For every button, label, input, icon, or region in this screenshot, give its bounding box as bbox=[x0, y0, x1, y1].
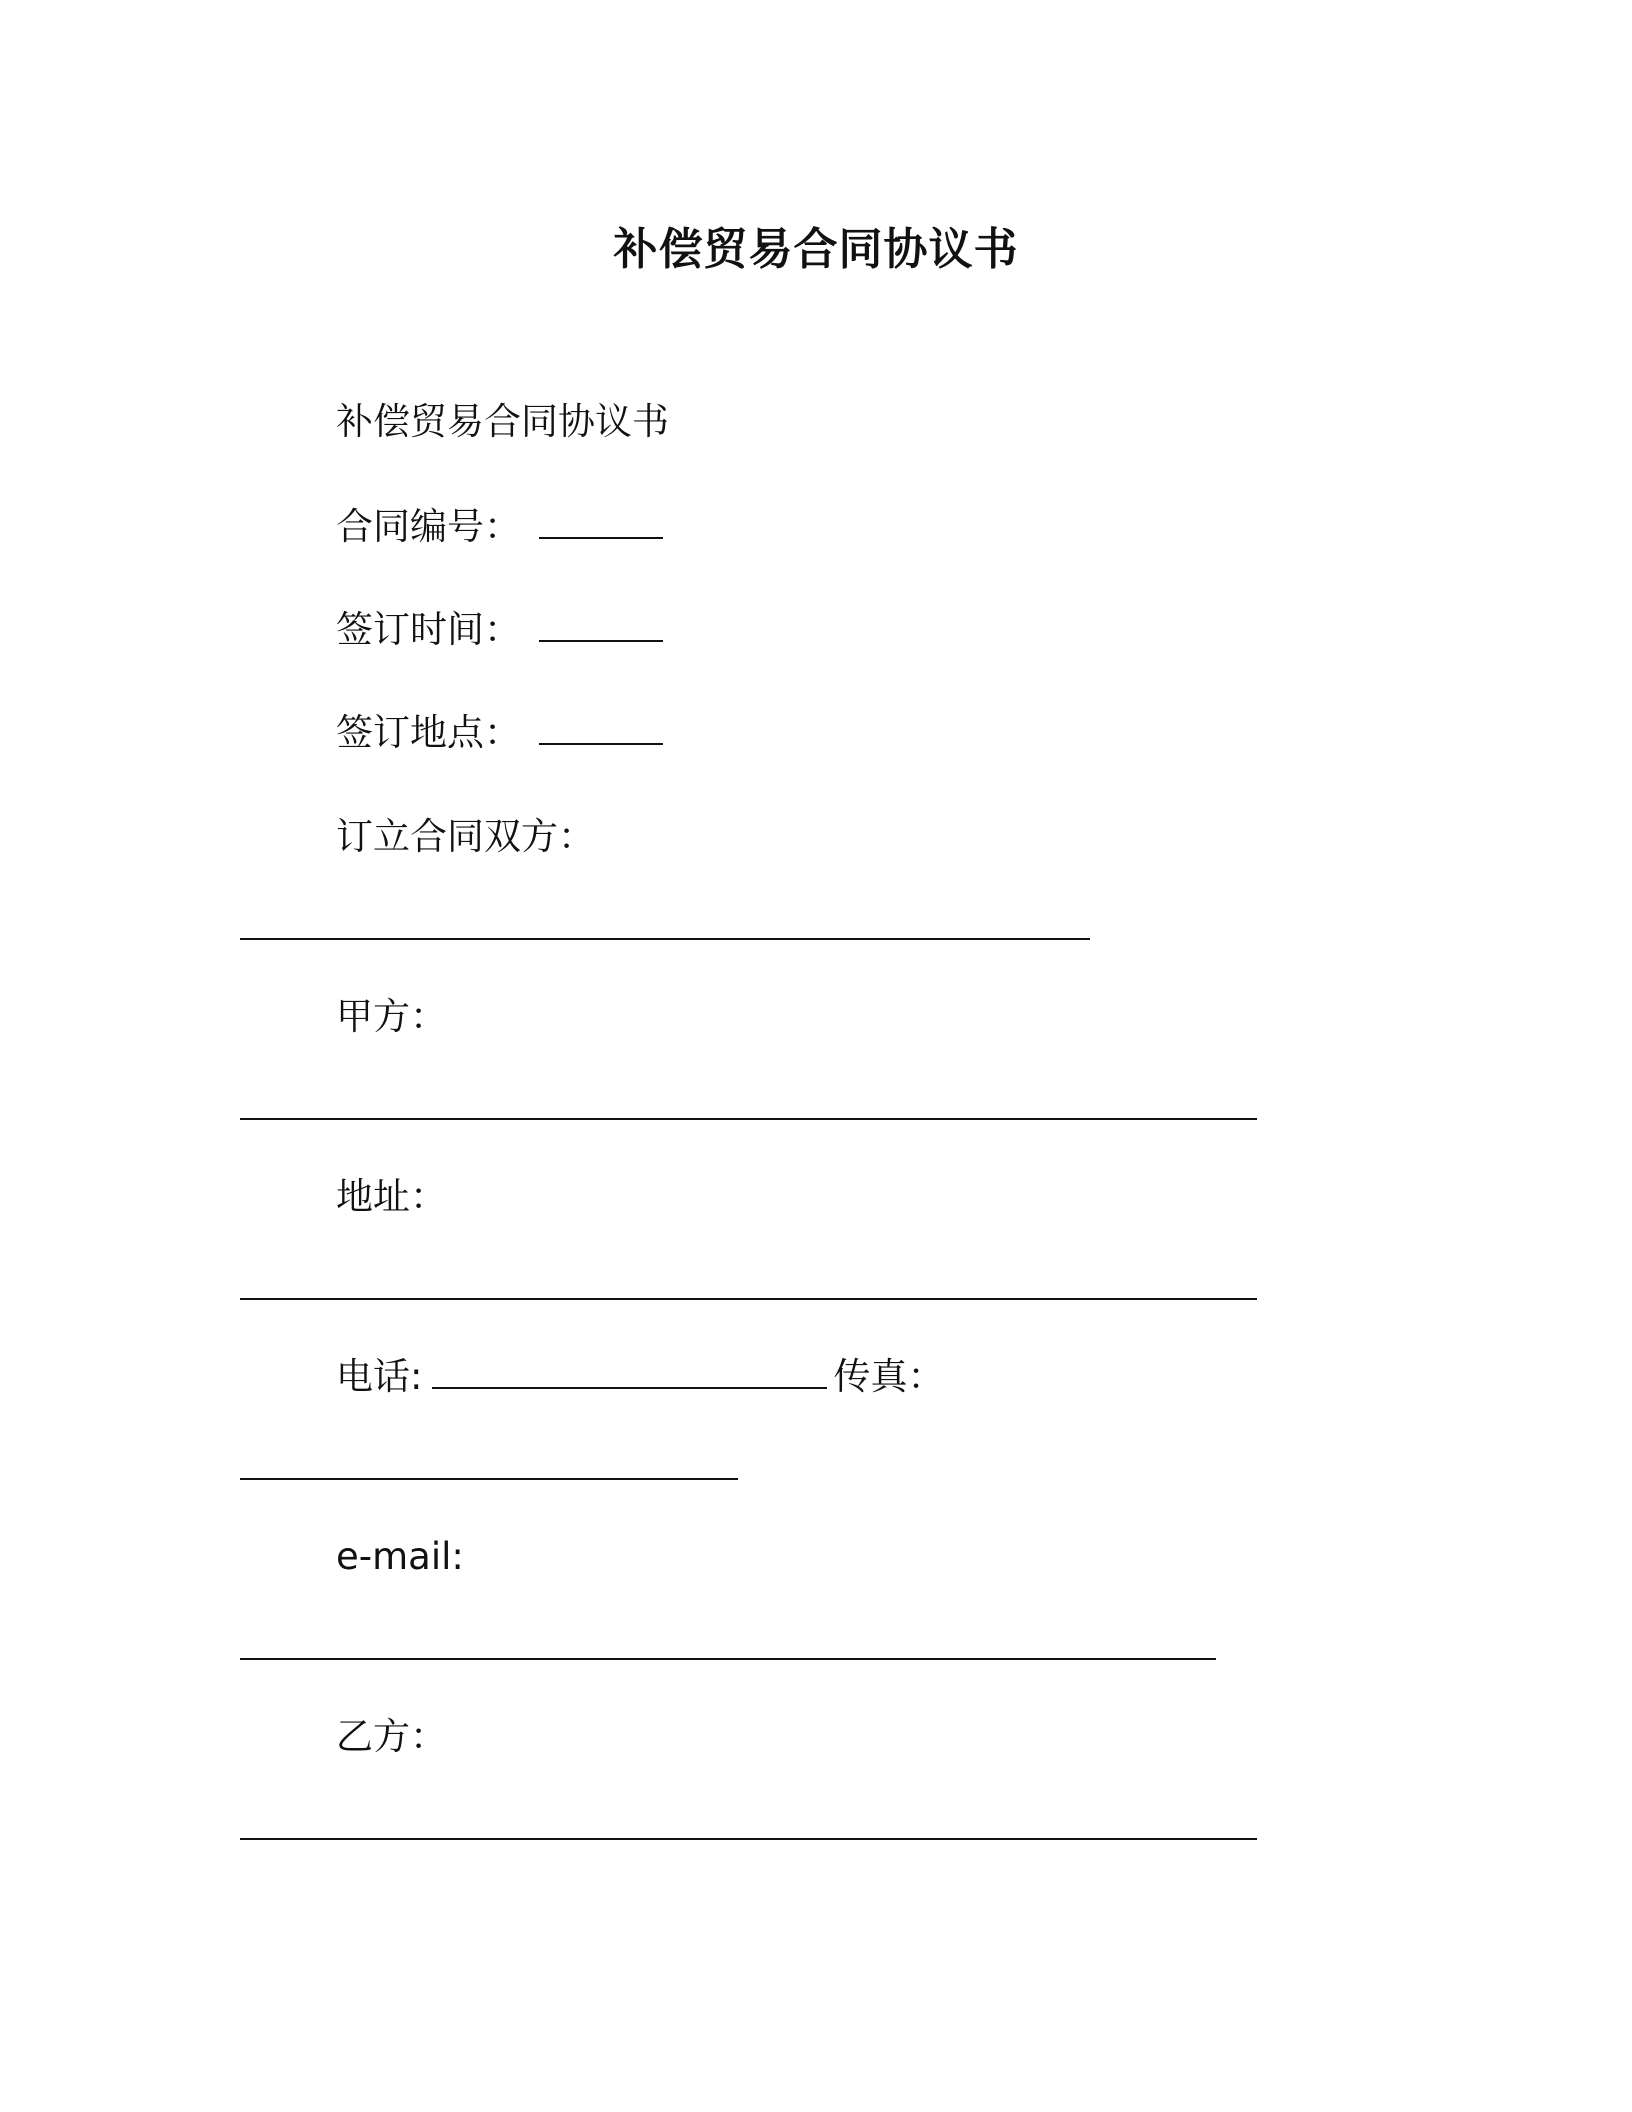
phone-blank bbox=[432, 1355, 827, 1389]
sign-place-label: 签订地点： bbox=[336, 711, 521, 754]
sign-place-line bbox=[336, 708, 663, 758]
contract-number-label: 合同编号： bbox=[336, 505, 521, 548]
phone-label: 电话: bbox=[336, 1355, 423, 1398]
email-blank-rule bbox=[240, 1658, 1216, 1660]
document-subtitle: 补偿贸易合同协议书 bbox=[336, 400, 669, 443]
contract-number-blank bbox=[539, 505, 663, 539]
sign-place-blank bbox=[539, 711, 663, 745]
fax-label: 传真： bbox=[833, 1355, 945, 1398]
email-label: e-mail: bbox=[336, 1535, 464, 1578]
party-b-blank-rule bbox=[240, 1838, 1257, 1840]
party-b-label: 乙方： bbox=[336, 1715, 447, 1758]
contract-number-line bbox=[336, 502, 663, 552]
sign-time-label: 签订时间： bbox=[336, 608, 521, 651]
address-label: 地址： bbox=[336, 1175, 447, 1218]
sign-time-blank bbox=[539, 608, 663, 642]
address-blank-rule bbox=[240, 1298, 1257, 1300]
party-a-label: 甲方： bbox=[336, 995, 447, 1038]
parties-blank-rule bbox=[240, 938, 1090, 940]
phone-fax-line bbox=[336, 1352, 944, 1402]
parties-heading: 订立合同双方： bbox=[336, 815, 595, 858]
document-title: 补偿贸易合同协议书 bbox=[613, 224, 1019, 275]
party-a-blank-rule bbox=[240, 1118, 1257, 1120]
fax-blank-rule bbox=[240, 1478, 738, 1480]
sign-time-line bbox=[336, 605, 663, 655]
